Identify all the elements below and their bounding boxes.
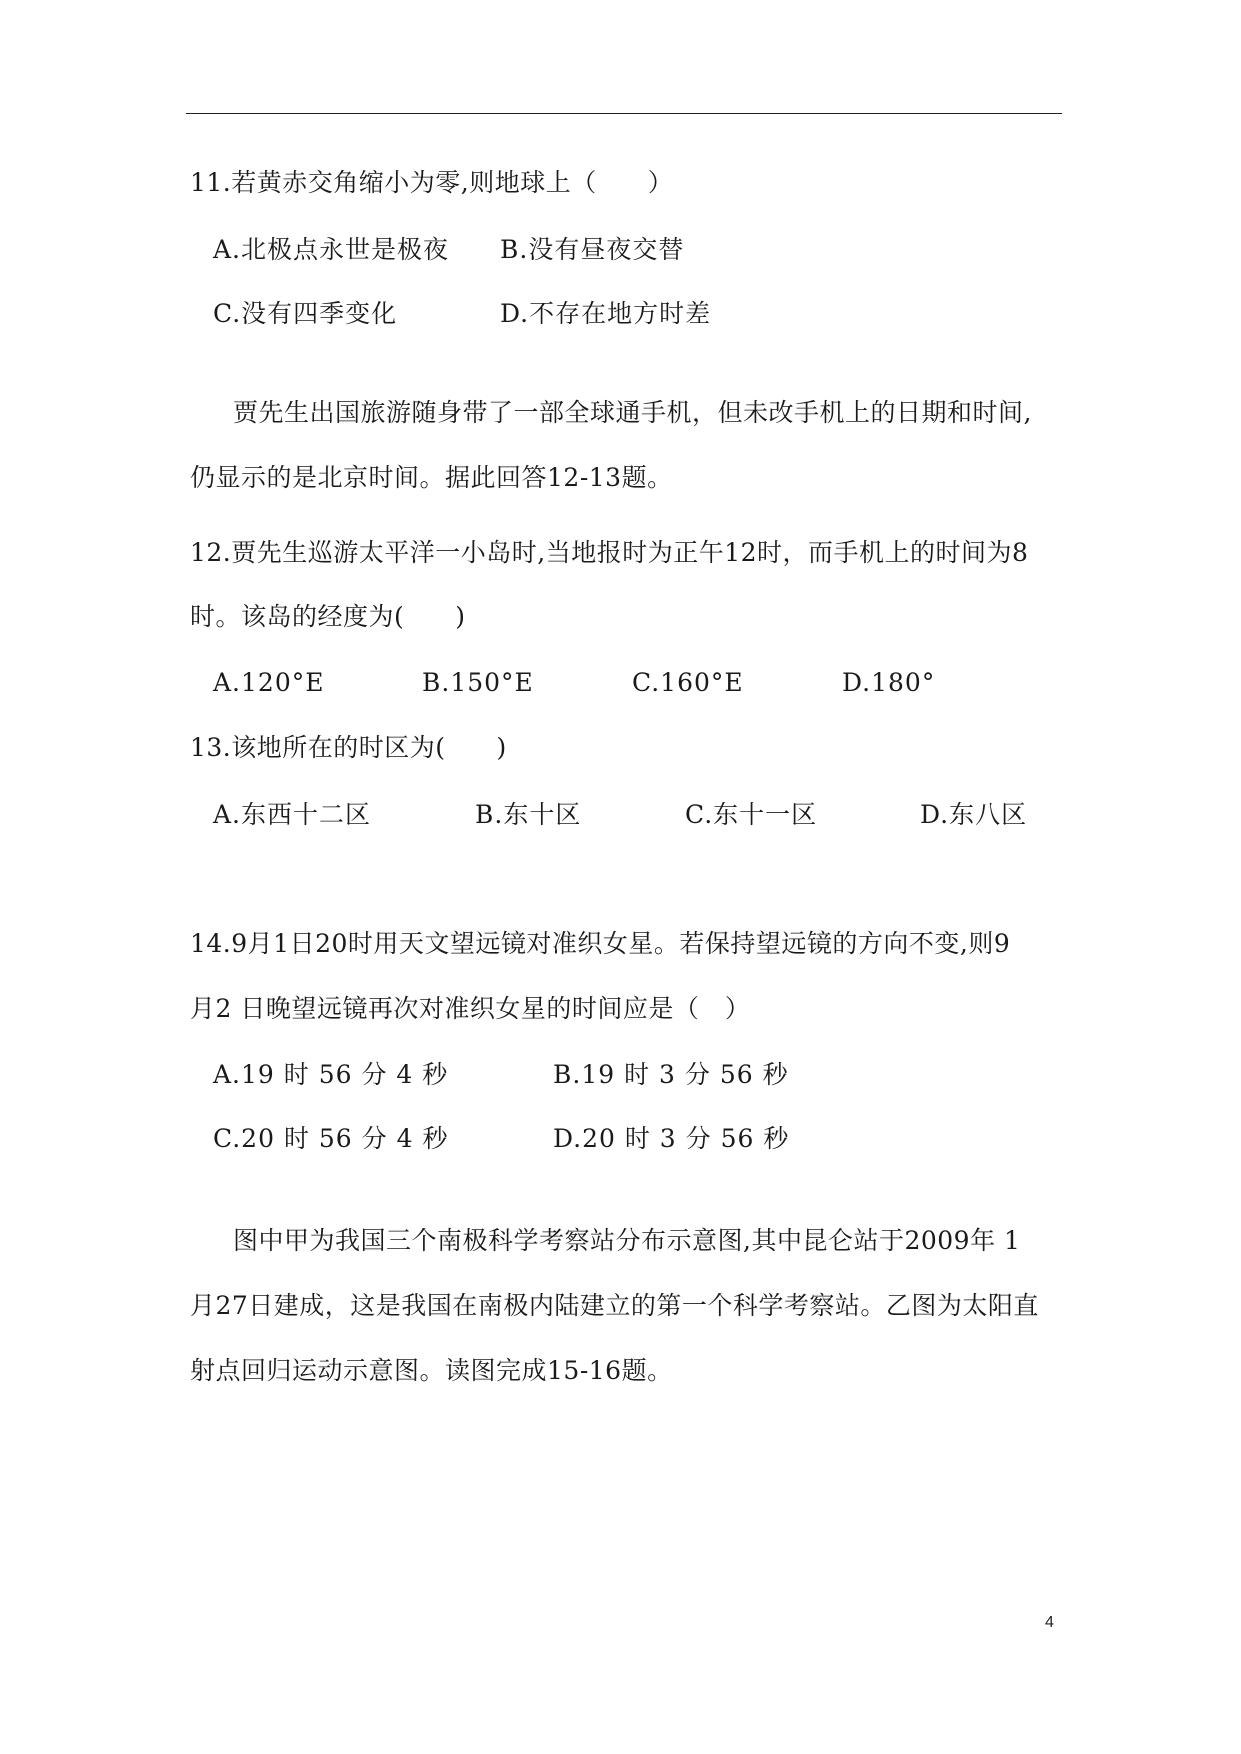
question-13-option-a: A.东西十二区 <box>213 800 372 829</box>
question-12-option-b: B.150°E <box>422 668 534 697</box>
question-14-option-b: B.19 时 3 分 56 秒 <box>553 1060 789 1089</box>
question-13-option-c: C.东十一区 <box>685 800 818 829</box>
header-rule <box>186 113 1062 114</box>
question-12-stem-line-1: 12.贾先生巡游太平洋一小岛时,当地报时为正午12时，而手机上的时间为8 <box>190 538 1029 567</box>
question-11-option-b: B.没有昼夜交替 <box>500 235 685 264</box>
question-12-option-c: C.160°E <box>632 668 744 697</box>
question-14-stem-line-1: 14.9月1日20时用天文望远镜对准织女星。若保持望远镜的方向不变,则9 <box>190 929 1011 958</box>
page-number: 4 <box>1045 1614 1054 1631</box>
passage-2-line-1: 图中甲为我国三个南极科学考察站分布示意图,其中昆仑站于2009年 1 <box>233 1226 1021 1255</box>
question-14-option-c: C.20 时 56 分 4 秒 <box>213 1124 449 1153</box>
question-11-option-a: A.北极点永世是极夜 <box>213 235 450 264</box>
question-14-stem-line-2: 月2 日晚望远镜再次对准织女星的时间应是（ ） <box>190 994 751 1023</box>
question-14-option-a: A.19 时 56 分 4 秒 <box>213 1060 449 1089</box>
passage-1-line-2: 仍显示的是北京时间。据此回答12-13题。 <box>190 463 673 492</box>
question-13-option-b: B.东十区 <box>475 800 582 829</box>
passage-2-line-3: 射点回归运动示意图。读图完成15-16题。 <box>190 1356 673 1385</box>
question-12-option-d: D.180° <box>842 668 936 697</box>
question-12-option-a: A.120°E <box>213 668 325 697</box>
question-13-stem: 13.该地所在的时区为( ) <box>190 733 507 762</box>
question-14-option-d: D.20 时 3 分 56 秒 <box>553 1124 790 1153</box>
question-11-stem: 11.若黄赤交角缩小为零,则地球上（ ） <box>190 168 674 197</box>
passage-2-line-2: 月27日建成，这是我国在南极内陆建立的第一个科学考察站。乙图为太阳直 <box>190 1291 1039 1320</box>
question-12-stem-line-2: 时。该岛的经度为( ) <box>190 602 466 631</box>
passage-1-line-1: 贾先生出国旅游随身带了一部全球通手机，但未改手机上的日期和时间, <box>233 398 1032 427</box>
question-13-option-d: D.东八区 <box>920 800 1028 829</box>
question-11-option-c: C.没有四季变化 <box>213 299 398 328</box>
question-11-option-d: D.不存在地方时差 <box>500 299 712 328</box>
